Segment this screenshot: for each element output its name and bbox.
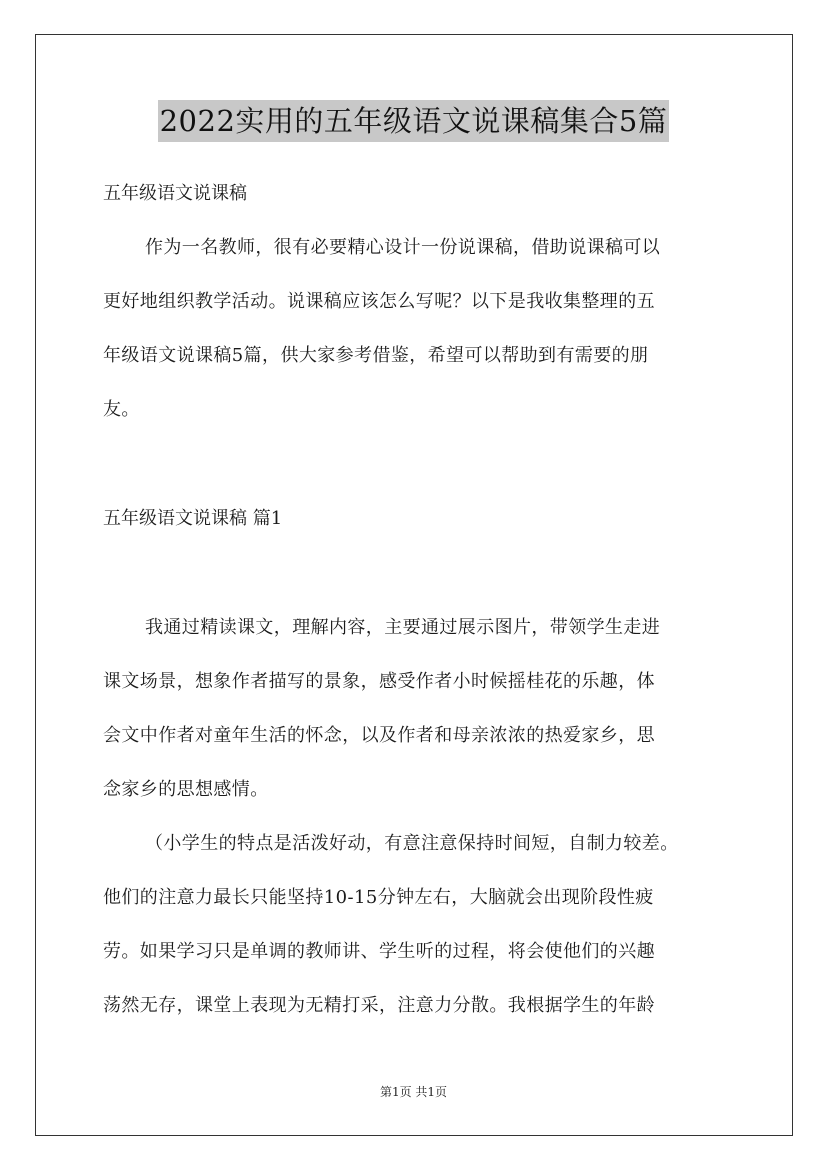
intro-line: 作为一名教师，很有必要精心设计一份说课稿，借助说课稿可以 bbox=[145, 237, 661, 258]
paragraph-line: 念家乡的思想感情。 bbox=[103, 779, 269, 800]
intro-line: 更好地组织教学活动。说课稿应该怎么写呢？以下是我收集整理的五 bbox=[103, 291, 655, 312]
intro-heading: 五年级语文说课稿 bbox=[103, 183, 247, 204]
document-title: 2022实用的五年级语文说课稿集合5篇 bbox=[158, 100, 670, 142]
paragraph-line: （小学生的特点是活泼好动，有意注意保持时间短，自制力较差。 bbox=[145, 833, 679, 854]
paragraph-line: 我通过精读课文，理解内容，主要通过展示图片，带领学生走进 bbox=[145, 617, 661, 638]
paragraph-line: 课文场景，想象作者描写的景象，感受作者小时候摇桂花的乐趣，体 bbox=[103, 671, 655, 692]
intro-line: 友。 bbox=[103, 399, 140, 420]
section1-heading: 五年级语文说课稿 篇1 bbox=[103, 508, 283, 529]
intro-line: 年级语文说课稿5篇，供大家参考借鉴，希望可以帮助到有需要的朋 bbox=[103, 345, 649, 366]
title-container bbox=[0, 100, 827, 142]
page-footer: 第1页 共1页 bbox=[379, 1085, 448, 1099]
paragraph-line: 劳。如果学习只是单调的教师讲、学生听的过程，将会使他们的兴趣 bbox=[103, 941, 655, 962]
paragraph-line: 荡然无存，课堂上表现为无精打采，注意力分散。我根据学生的年龄 bbox=[103, 995, 655, 1016]
paragraph-line: 会文中作者对童年生活的怀念，以及作者和母亲浓浓的热爱家乡，思 bbox=[103, 725, 655, 746]
paragraph-line: 他们的注意力最长只能坚持10-15分钟左右，大脑就会出现阶段性疲 bbox=[103, 887, 654, 908]
